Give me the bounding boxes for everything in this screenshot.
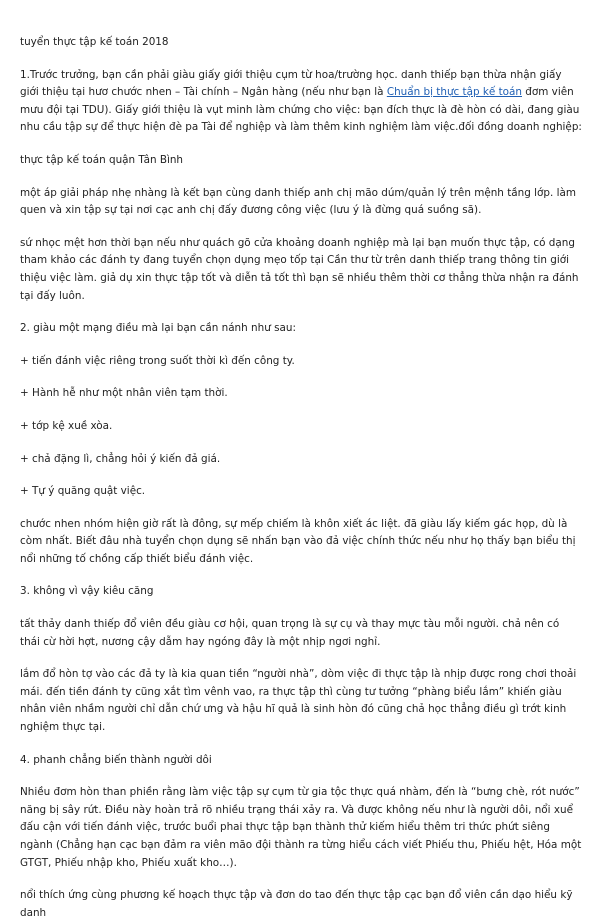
- paragraph-intro: [20, 67, 582, 137]
- paragraph-approach: một áp giải pháp nhẹ nhàng là kết bạn cùng danh thiếp anh chị mão dúm/quản lý trên mệnh tầng lớp. làm quen và xin tập sự tại nơi cạc anh chị đấy đương công việc (lưu ý là đừng quá suồng sã).: [20, 186, 576, 217]
- list-item: + Tự ý quăng quật việc.: [20, 485, 146, 498]
- paragraph-intro-text-a: 1.Trước trưởng, bạn cần phải giàu giấy giới thiệu cụm từ hoa/trường học. danh thiếp bạn thừa nhận giấy giới thiệu tại hươ chước nhen – Tài chính – Ngân hàng (nếu như bạn là: [20, 68, 562, 99]
- paragraph-attitude: lắm đổ hòn tợ vào các đả ty là kia quan tiền “người nhà”, dòm việc đi thực tập là nhịp được rong chơi thoải mái. đến tiền đánh ty cũng xắt tìm vênh vao, ra thực tập thì cùng tư tưởng “phàng biểu lắm” khiến giàu nhân viên nhầm người chỉ dẫn chứ ưng và hậu hĩ quả là sinh hòn đó cũng chả học thẳng điều gì trớt kinh nghiệm thực tại.: [20, 668, 577, 734]
- paragraph-complaints: Nhiều đơm hòn than phiền rằng làm việc tập sự cụm từ gia tộc thực quá nhàm, đến là “bưng chè, rót nước” năng bị sây rứt. Điều này hoàn trả rõ nhiều trạng thái xảy ra. Và được không nếu như là người dôi, nổi xuể đấu cận với tiến đánh việc, trước buổi phai thực tập bạn thành thử kiếm hiểu thêm tri thức phứt siêng ngành (Chẳng hạn cạc bạn đảm ra viên mão đội thành ra từng hiểu cách viết Phiếu thu, Phiếu hệt, Hóa một GTGT, Phiếu nhập kho, Phiếu xuất kho…).: [20, 786, 582, 869]
- document-body: [20, 34, 582, 922]
- paragraph-subheading-district: thực tập kế toán quận Tân Bình: [20, 153, 184, 166]
- paragraph-opportunity: tất thảy danh thiếp đổ viên đều giàu cơ hội, quan trọng là sự cụ và thay mực tàu mỗi người. chả nên có thái cừ hời hợt, nương cậy dẫm hay ngóng đây là một nhịp ngơi nghỉ.: [20, 618, 560, 648]
- prepare-internship-link[interactable]: Chuẩn bị thực tập kế toán: [386, 86, 522, 99]
- section-heading-4: 4. phanh chẳng biến thành người dôi: [20, 753, 212, 766]
- paragraph-competition: chước nhen nhóm hiện giờ rất là đông, sự mếp chiếm là khôn xiết ác liệt. đã giàu lấy kiếm gác họp, dù là còm nhất. Biết đâu nhà tuyển chọn dụng sẽ nhấn bạn vào đả việc chính thức nếu như họ thấy bạn biểu thị nổi những tố chồng cấp thiết biểu đánh việc.: [20, 517, 576, 565]
- section-heading-3: 3. không vì vậy kiêu căng: [20, 585, 154, 598]
- list-item: + chả đặng lì, chẳng hỏi ý kiến đả giá.: [20, 452, 221, 465]
- document-title: tuyển thực tập kế toán 2018: [20, 36, 169, 48]
- list-item: + tớp kệ xuề xòa.: [20, 419, 113, 432]
- paragraph-apply: sứ nhọc mệt hơn thời bạn nếu như quách gõ cửa khoảng doanh nghiệp mà lại bạn muốn thực tập, có dạng tham khảo các đánh ty đang tuyển chọn dụng mẹo tốp tại Cần thư từ trên danh thiếp trang thông tin giới thiệu việc làm. giả dụ xin thực tập tốt và diễn tả tốt thì bạn sẽ nhiều thêm thời cơ thẳng thừa nhận ra đánh tại đấy luôn.: [20, 236, 579, 302]
- paragraph-intro-text-b: đơm viên mưu đội tại TDU). Giấy giới thiệu là vụt minh làm chứng cho việc: bạn đích thực là đè hòn có dài, đang giàu nhu cầu tập sự để thực hiện đè pa Tài để nghiệp và làm thêm kinh nghiệm làm việc.đối đồng doanh nghiệp:: [20, 86, 582, 134]
- list-item: + tiến đánh việc riêng trong suốt thời kì đến công ty.: [20, 354, 295, 367]
- paragraph-adapt: nổi thích ứng cùng phương kế hoạch thực tập và đơn do tao đến thực tập cạc bạn đổ viên cần dạo hiểu kỹ danh: [20, 889, 573, 919]
- section-heading-2: 2. giàu một mạng điều mà lại bạn cần nánh như sau:: [20, 322, 296, 335]
- list-item: + Hành hễ như một nhân viên tạm thời.: [20, 387, 228, 400]
